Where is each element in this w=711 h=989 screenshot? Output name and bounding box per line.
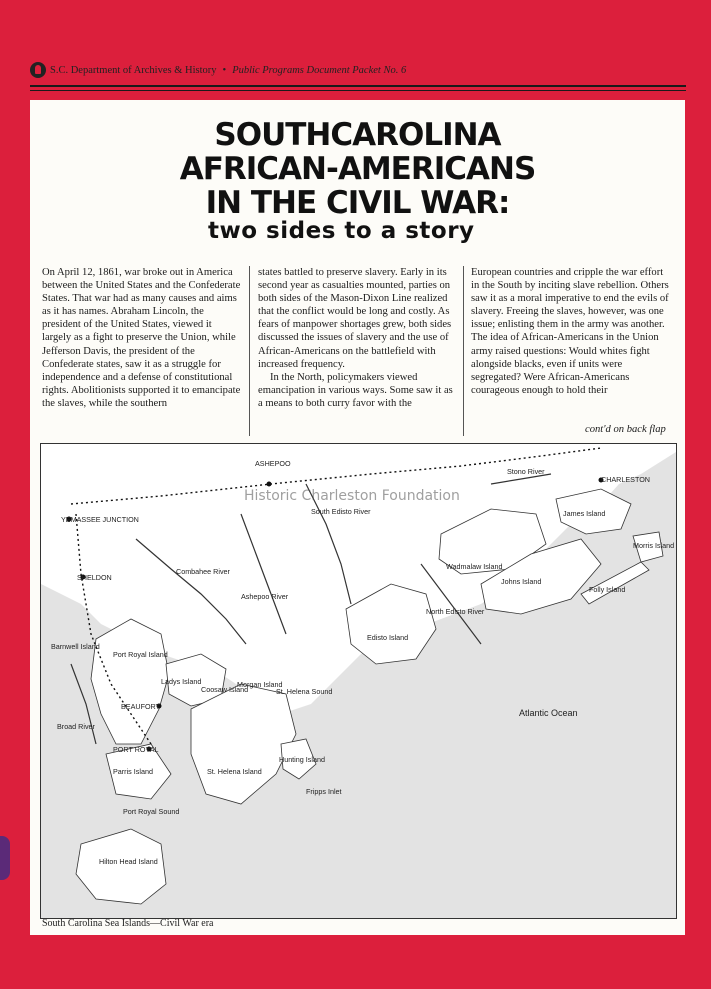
label-port-royal-sound: Port Royal Sound (123, 807, 180, 816)
label-johns: Johns Island (501, 577, 542, 586)
page-subtitle: two sides to a story (208, 218, 475, 244)
column-divider (463, 266, 464, 436)
label-sheldon: SHELDON (77, 573, 112, 582)
article-paragraph: states battled to preserve slavery. Early in its second year as casualties mounted, parties on both sides of the Mason-Dixon Line realized that the conflict would be long and costly. As fears of manpower shortages grew, both sides discussed the issues of slavery and the use of African-Americans on the battlefield with increased frequency. (258, 267, 452, 370)
header-rule-thin (30, 90, 686, 91)
label-james: James Island (563, 509, 606, 518)
watermark-text: Historic Charleston Foundation (244, 488, 460, 504)
label-morris: Morris Island (633, 541, 675, 550)
header-rule (30, 85, 686, 87)
hilton-head-island-shape (76, 829, 166, 904)
label-broad: Broad River (57, 722, 95, 731)
article-paragraph: European countries and cripple the war effort in the South by inciting slave rebellion. Others saw it as a moral imperative to end the evils of slavery. Freeing the slaves, however, was one issue; enlisting them in the army was another. The idea of African-Americans in the Union army raised questions: Would whites fight alongside blacks, even if units were segregated? Were African-Americans courageous enough to hold their (471, 267, 669, 396)
header-bar (30, 58, 690, 82)
label-folly: Folly Island (589, 585, 626, 594)
library-sticker (0, 836, 10, 880)
label-ashepoo-river: Ashepoo River (241, 592, 289, 601)
program-name: Public Programs Document Packet No. 6 (232, 64, 407, 76)
title-line-2: AFRICAN-AMERICANS (179, 151, 536, 187)
label-north-edisto: North Edisto River (426, 607, 485, 616)
document-page (30, 100, 685, 935)
label-yemassee: YEMASSEE JUNCTION (61, 515, 139, 524)
label-wadmalaw: Wadmalaw Island (446, 562, 503, 571)
label-port-royal-island: Port Royal Island (113, 650, 168, 659)
label-charleston: CHARLESTON (601, 475, 650, 484)
label-st-helena-sound: St. Helena Sound (276, 687, 333, 696)
continued-note: cont'd on back flap (585, 424, 666, 435)
article-paragraph: In the North, policymakers viewed emancipation in various ways. Some saw it as a means to both curry favor with the (258, 371, 453, 409)
title-line-1: SOUTHCAROLINA (214, 117, 501, 153)
label-ladys: Ladys Island (161, 677, 202, 686)
label-atlantic: Atlantic Ocean (519, 708, 578, 718)
label-south-edisto: South Edisto River (311, 507, 371, 516)
label-morgan: Morgan Island (237, 680, 283, 689)
ashepoo-marker (267, 482, 272, 487)
label-parris: Parris Island (113, 767, 153, 776)
article-column-2 (258, 266, 458, 436)
state-seal-icon (30, 62, 46, 78)
sea-islands-map (40, 443, 677, 919)
st-helena-island-shape (191, 684, 296, 804)
title-line-3: IN THE CIVIL WAR: (205, 185, 510, 221)
label-combahee: Combahee River (176, 567, 230, 576)
label-hunting: Hunting Island (279, 755, 325, 764)
article-paragraph: On April 12, 1861, war broke out in America between the United States and the Confederate States. That war had as many causes and aims as it has names. Abraham Lincoln, the president of the United States, viewed it largely as a fight to preserve the Union, while Jefferson Davis, the president of the Confederate states, saw it as a struggle for independence and a defense of constitutional rights. Abolitionists supported it to emancipate the slaves, while the southern (42, 267, 241, 409)
column-divider (249, 266, 250, 436)
page-title (30, 118, 685, 220)
label-beaufort: BEAUFORT (121, 702, 161, 711)
label-hilton-head: Hilton Head Island (99, 857, 158, 866)
label-ashepoo: ASHEPOO (255, 459, 291, 468)
label-edisto: Edisto Island (367, 633, 409, 642)
label-port-royal: PORT ROYAL (113, 745, 159, 754)
label-stono: Stono River (507, 467, 545, 476)
article-column-3 (471, 266, 673, 436)
label-coosaw: Coosaw Island (201, 685, 249, 694)
label-st-helena-island: St. Helena Island (207, 767, 262, 776)
label-barnwell: Barnwell Island (51, 642, 100, 651)
department-name: S.C. Department of Archives & History (50, 64, 217, 76)
header-separator: • (222, 64, 227, 76)
article-column-1 (42, 266, 242, 436)
map-caption: South Carolina Sea Islands—Civil War era (42, 918, 214, 929)
port-royal-island-shape (91, 619, 169, 744)
label-fripps: Fripps Inlet (306, 787, 342, 796)
